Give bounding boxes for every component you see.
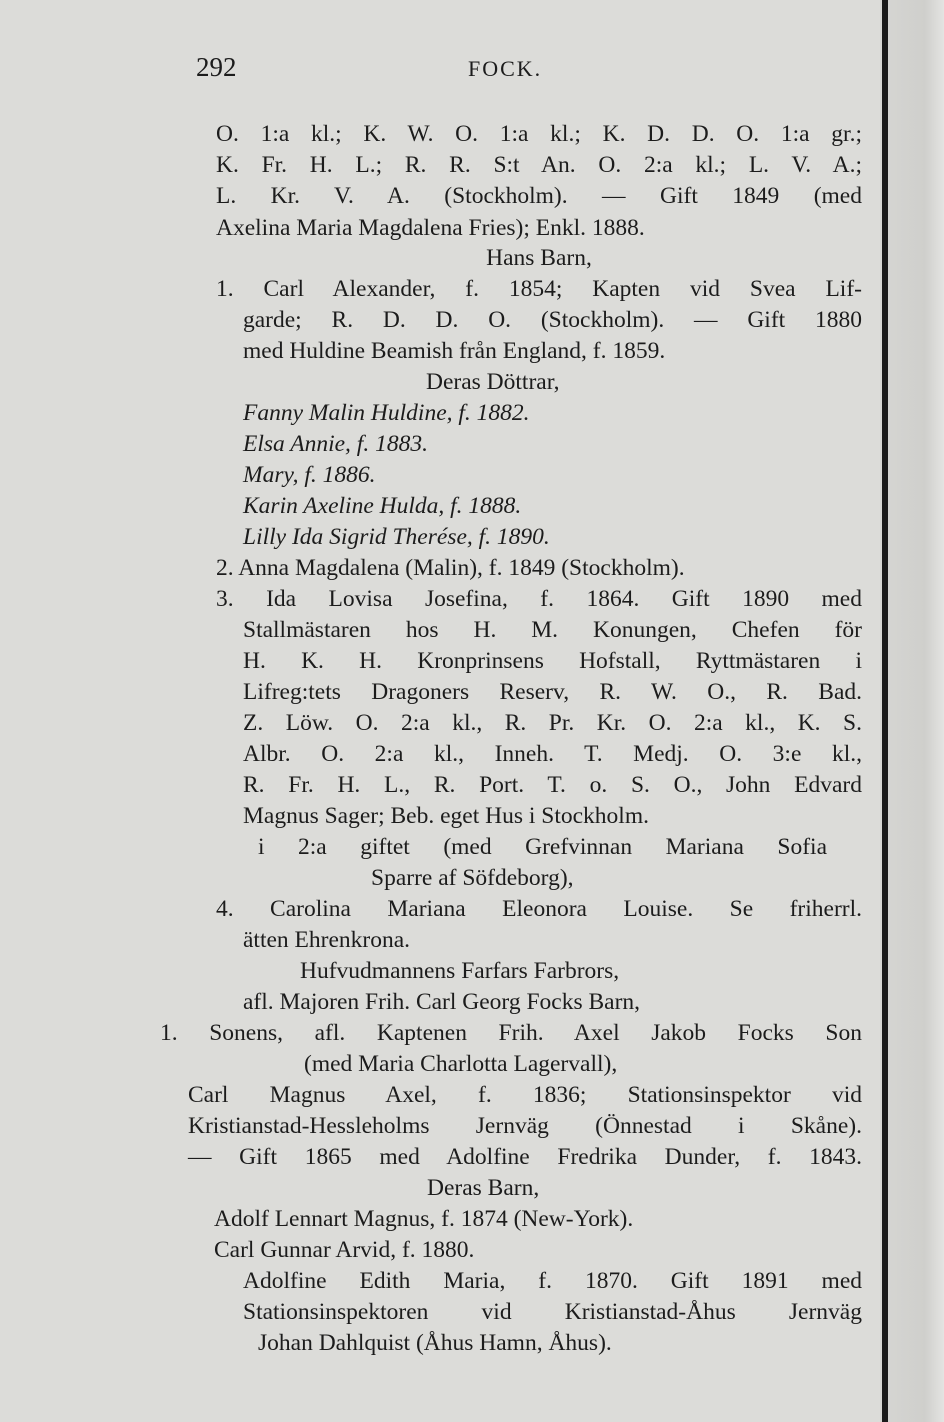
page-header (0, 52, 944, 92)
text-line: 2. Anna Magdalena (Malin), f. 1849 (Stockholm). (216, 555, 685, 581)
section-heading: Hans Barn, (486, 245, 592, 271)
text-line: Mary, f. 1886. (243, 462, 376, 488)
text-line: (med Maria Charlotta Lagervall), (304, 1051, 618, 1077)
text-line: 4. Carolina Mariana Eleonora Louise. Se friherrl. (216, 896, 862, 922)
text-line: Lilly Ida Sigrid Therése, f. 1890. (243, 524, 550, 550)
text-line: Kristianstad-Hessleholms Jernväg (Önnestad i Skåne). (188, 1113, 862, 1139)
text-line: Carl Magnus Axel, f. 1836; Stationsinspektor vid (188, 1082, 862, 1108)
text-line: Magnus Sager; Beb. eget Hus i Stockholm. (243, 803, 649, 829)
text-line: Stallmästaren hos H. M. Konungen, Chefen för (243, 617, 862, 643)
text-line: H. K. H. Kronprinsens Hofstall, Ryttmästaren i (243, 648, 862, 674)
book-spine-line (882, 0, 888, 1422)
text-line: 1. Carl Alexander, f. 1854; Kapten vid Svea Lif- (216, 276, 862, 302)
text-line: Lifreg:tets Dragoners Reserv, R. W. O., R. Bad. (243, 679, 862, 705)
text-line: Stationsinspektoren vid Kristianstad-Åhus Jernväg (243, 1299, 862, 1325)
text-line: Johan Dahlquist (Åhus Hamn, Åhus). (258, 1330, 612, 1356)
text-line: — Gift 1865 med Adolfine Fredrika Dunder, f. 1843. (188, 1144, 862, 1170)
section-heading: afl. Majoren Frih. Carl Georg Focks Barn, (243, 989, 641, 1015)
page-edge-shadow (880, 0, 944, 1422)
text-line: 3. Ida Lovisa Josefina, f. 1864. Gift 1890 med (216, 586, 862, 612)
text-line: Albr. O. 2:a kl., Inneh. T. Medj. O. 3:e kl., (243, 741, 862, 767)
text-line: garde; R. D. D. O. (Stockholm). — Gift 1880 (243, 307, 862, 333)
text-line: Adolfine Edith Maria, f. 1870. Gift 1891 med (243, 1268, 862, 1294)
text-line: Karin Axeline Hulda, f. 1888. (243, 493, 522, 519)
text-line: Carl Gunnar Arvid, f. 1880. (214, 1237, 475, 1263)
text-line: med Huldine Beamish från England, f. 1859. (243, 338, 666, 364)
text-line: L. Kr. V. A. (Stockholm). — Gift 1849 (med (216, 183, 862, 209)
text-line: R. Fr. H. L., R. Port. T. o. S. O., John Edvard (243, 772, 862, 798)
text-line: Sparre af Söfdeborg), (371, 865, 574, 891)
section-heading: Hufvudmannens Farfars Farbrors, (300, 958, 620, 984)
text-line: K. Fr. H. L.; R. R. S:t An. O. 2:a kl.; L. V. A.; (216, 152, 862, 178)
text-line: 1. Sonens, afl. Kaptenen Frih. Axel Jakob Focks Son (160, 1020, 862, 1046)
text-line: ätten Ehrenkrona. (243, 927, 411, 953)
page-number: 292 (196, 52, 237, 82)
text-line: O. 1:a kl.; K. W. O. 1:a kl.; K. D. D. O. 1:a gr.; (216, 121, 862, 147)
text-line: Fanny Malin Huldine, f. 1882. (243, 400, 530, 426)
section-heading: Deras Barn, (427, 1175, 540, 1201)
text-line: Adolf Lennart Magnus, f. 1874 (New-York). (214, 1206, 634, 1232)
text-line: Axelina Maria Magdalena Fries); Enkl. 1888. (216, 215, 645, 241)
text-line: Z. Löw. O. 2:a kl., R. Pr. Kr. O. 2:a kl., K. S. (243, 710, 862, 736)
section-heading: Deras Döttrar, (426, 369, 560, 395)
text-line: Elsa Annie, f. 1883. (243, 431, 428, 457)
running-head: FOCK. (468, 56, 543, 81)
text-line: i 2:a giftet (med Grefvinnan Mariana Sofia (258, 834, 827, 860)
